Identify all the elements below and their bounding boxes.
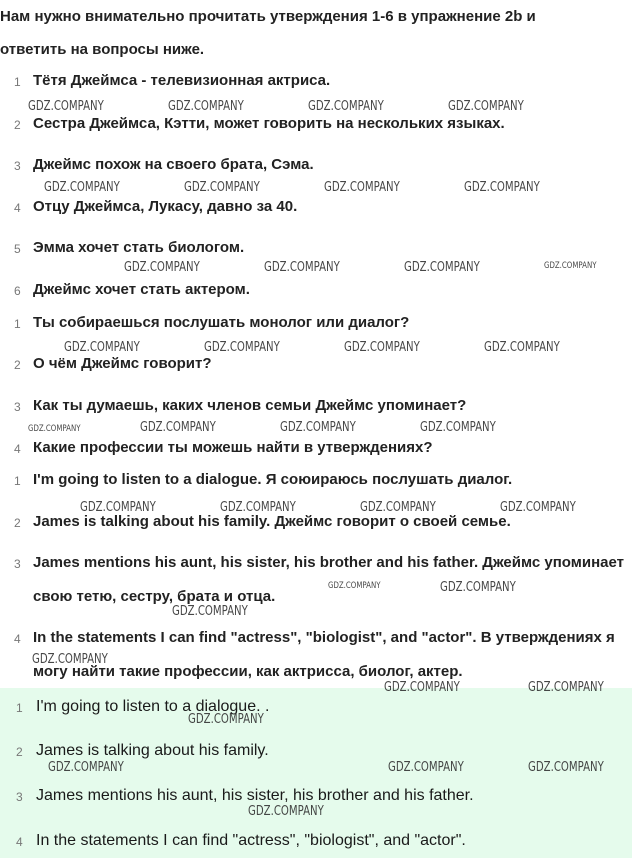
item-text: In the statements I can find "actress", "biologist", and "actor". В утверждениях я могу найти такие профессии, как актрисса, биолог, актер. (33, 629, 615, 680)
item-text: О чём Джеймс говорит? (33, 355, 212, 372)
item-text: Джеймс похож на своего брата, Сэма. (33, 156, 314, 173)
item-text: Эмма хочет стать биологом. (33, 239, 245, 256)
watermark: GDZ.COMPANY (204, 340, 280, 355)
watermark: GDZ.COMPANY (344, 340, 420, 355)
item-number: 2 (14, 118, 21, 132)
item-number: 3 (16, 790, 23, 804)
item-number: 6 (14, 284, 21, 298)
watermark: GDZ.COMPANY (464, 180, 540, 195)
watermark: GDZ.COMPANY (484, 340, 560, 355)
watermark: GDZ.COMPANY (48, 760, 124, 775)
item-text: Сестра Джеймса, Кэтти, может говорить на нескольких языках. (33, 115, 505, 132)
watermark: GDZ.COMPANY (172, 604, 248, 619)
watermark: GDZ.COMPANY (32, 652, 108, 667)
item-text: I'm going to listen to a dialogue. . (36, 698, 270, 715)
item-text: In the statements I can find "actress", "biologist", and "actor". (36, 832, 466, 849)
watermark: GDZ.COMPANY (44, 180, 120, 195)
item-text: Как ты думаешь, каких членов семьи Джеймс упоминает? (33, 397, 467, 414)
watermark: GDZ.COMPANY (184, 180, 260, 195)
watermark: GDZ.COMPANY (140, 420, 216, 435)
watermark: GDZ.COMPANY (384, 680, 460, 695)
watermark: GDZ.COMPANY (404, 260, 480, 275)
watermark: GDZ.COMPANY (308, 99, 384, 114)
watermark: GDZ.COMPANY (544, 261, 597, 271)
watermark: GDZ.COMPANY (28, 424, 81, 434)
item-text: Какие профессии ты можешь найти в утверждениях? (33, 439, 433, 456)
watermark: GDZ.COMPANY (264, 260, 340, 275)
item-number: 4 (14, 632, 21, 646)
item-text: James mentions his aunt, his sister, his brother and his father. Джеймс упоминает свою тетю, сестру, брата и отца. (33, 554, 624, 605)
item-number: 4 (14, 442, 21, 456)
watermark: GDZ.COMPANY (124, 260, 200, 275)
intro-line-1: Нам нужно внимательно прочитать утверждения 1-6 в упражнение 2b и (0, 8, 536, 25)
watermark: GDZ.COMPANY (440, 580, 516, 595)
watermark: GDZ.COMPANY (528, 760, 604, 775)
item-number: 3 (14, 159, 21, 173)
watermark: GDZ.COMPANY (80, 500, 156, 515)
item-text: I'm going to listen to a dialogue. Я союираюсь послушать диалог. (33, 471, 513, 488)
watermark: GDZ.COMPANY (188, 712, 264, 727)
item-number: 2 (14, 358, 21, 372)
item-number: 2 (14, 516, 21, 530)
item-text: Джеймс хочет стать актером. (33, 281, 250, 298)
item-text: James is talking about his family. Джеймс говорит о своей семье. (33, 513, 511, 530)
watermark: GDZ.COMPANY (420, 420, 496, 435)
item-number: 4 (14, 201, 21, 215)
item-number: 1 (14, 474, 21, 488)
item-number: 5 (14, 242, 21, 256)
item-text: Ты собираешься послушать монолог или диалог? (33, 314, 410, 331)
item-number: 3 (14, 557, 21, 571)
item-number: 1 (14, 317, 21, 331)
watermark: GDZ.COMPANY (248, 804, 324, 819)
watermark: GDZ.COMPANY (388, 760, 464, 775)
watermark: GDZ.COMPANY (280, 420, 356, 435)
watermark: GDZ.COMPANY (328, 581, 381, 591)
item-text: James mentions his aunt, his sister, his brother and his father. (36, 787, 474, 804)
item-text: Отцу Джеймса, Лукасу, давно за 40. (33, 198, 298, 215)
watermark: GDZ.COMPANY (28, 99, 104, 114)
intro-line-2: ответить на вопросы ниже. (0, 41, 205, 58)
watermark: GDZ.COMPANY (324, 180, 400, 195)
item-number: 3 (14, 400, 21, 414)
watermark: GDZ.COMPANY (500, 500, 576, 515)
item-text: Тётя Джеймса - телевизионная актриса. (33, 72, 331, 89)
watermark: GDZ.COMPANY (168, 99, 244, 114)
item-number: 4 (16, 835, 23, 849)
item-number: 1 (14, 75, 21, 89)
watermark: GDZ.COMPANY (448, 99, 524, 114)
item-number: 1 (16, 701, 23, 715)
watermark: GDZ.COMPANY (220, 500, 296, 515)
item-number: 2 (16, 745, 23, 759)
watermark: GDZ.COMPANY (528, 680, 604, 695)
watermark: GDZ.COMPANY (360, 500, 436, 515)
item-text: James is talking about his family. (36, 742, 269, 759)
watermark: GDZ.COMPANY (64, 340, 140, 355)
